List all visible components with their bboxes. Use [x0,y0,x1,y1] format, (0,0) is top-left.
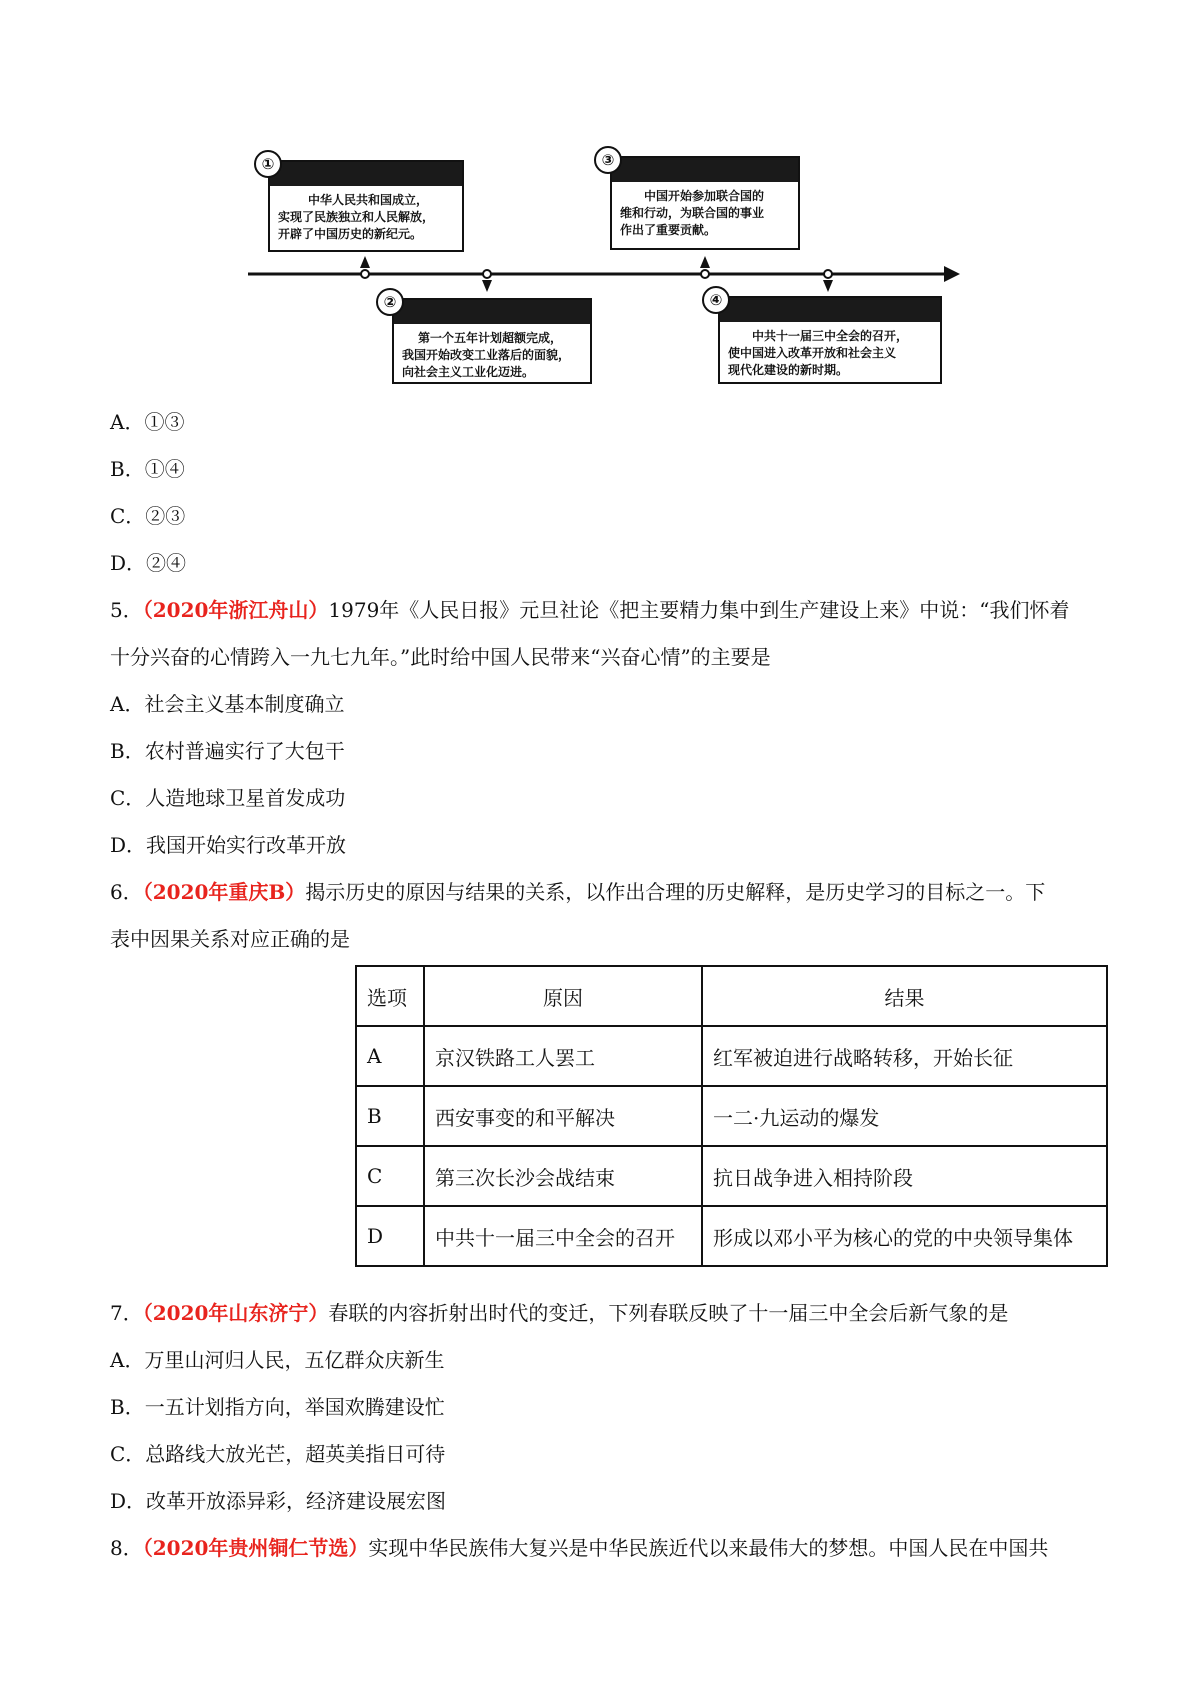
q5-option-c: C．人造地球卫星首发成功 [110,786,346,810]
table-cell: 中共十一届三中全会的召开 [424,1206,702,1266]
question-number: 8． [110,1536,143,1560]
header-cell: 原因 [424,966,702,1026]
axis-marker-3 [700,256,710,278]
question-source: （2020年贵州铜仁节选） [142,1536,369,1560]
table-cell: 抗日战争进入相持阶段 [702,1146,1107,1206]
q5-option-a: A．社会主义基本制度确立 [110,692,345,716]
question-text: 实现中华民族伟大复兴是中华民族近代以来最伟大的梦想。中国人民在中国共 [368,1536,1049,1560]
table-cell: 京汉铁路工人罢工 [424,1026,702,1086]
question-source: （2020年山东济宁） [142,1301,329,1325]
event-number-1: ① [254,150,282,178]
timeline-event-1: 中华人民共和国成立， 实现了民族独立和人民解放， 开辟了中国历史的新纪元。 [268,160,464,252]
table-cell: D [356,1206,424,1266]
q4-option-d: D．②④ [110,551,187,575]
question-number: 6． [110,880,143,904]
timeline-event-3: 中国开始参加联合国的 维和行动，为联合国的事业 作出了重要贡献。 [610,156,800,250]
header-cell: 结果 [702,966,1107,1026]
question-source: （2020年重庆B） [142,880,306,904]
q4-option-b: B．①④ [110,457,185,481]
q7-stem [110,1300,1100,1326]
table-cell: 形成以邓小平为核心的党的中央领导集体 [702,1206,1107,1266]
q7-option-a: A．万里山河归人民，五亿群众庆新生 [110,1348,445,1372]
q5-option-b: B．农村普遍实行了大包干 [110,739,345,763]
question-text: 揭示历史的原因与结果的关系，以作出合理的历史解释，是历史学习的目标之一。下 [305,880,1046,904]
q6-stem-cont: 表中因果关系对应正确的是 [110,927,350,951]
cause-effect-table [355,965,1108,1267]
q7-option-d: D．改革开放添异彩，经济建设展宏图 [110,1489,447,1513]
event-number-2: ② [376,288,404,316]
table-row [356,1146,1107,1206]
table-cell: A [356,1026,424,1086]
table-cell: 第三次长沙会战结束 [424,1146,702,1206]
question-number: 7． [110,1301,143,1325]
header-cell: 选项 [356,966,424,1026]
q8-stem [110,1535,1100,1561]
q7-option-c: C．总路线大放光芒，超英美指日可待 [110,1442,446,1466]
table-cell: 一二·九运动的爆发 [702,1086,1107,1146]
q5-option-d: D．我国开始实行改革开放 [110,833,347,857]
question-text: 春联的内容折射出时代的变迁，下列春联反映了十一届三中全会后新气象的是 [328,1301,1009,1325]
axis-marker-2 [482,270,492,292]
table-row [356,1206,1107,1266]
table-cell: 西安事变的和平解决 [424,1086,702,1146]
timeline-event-2: 第一个五年计划超额完成， 我国开始改变工业落后的面貌， 向社会主义工业化迈进。 [392,298,592,384]
event-number-3: ③ [594,146,622,174]
q4-option-c: C．②③ [110,504,186,528]
table-header-row [356,966,1107,1026]
question-source: （2020年浙江舟山） [142,598,329,622]
timeline-event-4: 中共十一届三中全会的召开， 使中国进入改革开放和社会主义 现代化建设的新时期。 [718,296,942,384]
question-text: 1979年《人民日报》元旦社论《把主要精力集中到生产建设上来》中说：“我们怀着 [328,598,1070,622]
question-number: 5． [110,598,143,622]
q5-stem-cont: 十分兴奋的心情跨入一九七九年。”此时给中国人民带来“兴奋心情”的主要是 [110,645,771,669]
axis-marker-4 [823,270,833,292]
table-row [356,1086,1107,1146]
q4-option-a: A．①③ [110,410,185,434]
q6-stem [110,879,1100,905]
table-cell: B [356,1086,424,1146]
table-cell: 红军被迫进行战略转移，开始长征 [702,1026,1107,1086]
timeline-figure [240,146,960,386]
q7-option-b: B．一五计划指方向，举国欢腾建设忙 [110,1395,445,1419]
axis-marker-1 [360,256,370,278]
table-row [356,1026,1107,1086]
table-cell: C [356,1146,424,1206]
q5-stem [110,597,1100,623]
event-number-4: ④ [702,286,730,314]
